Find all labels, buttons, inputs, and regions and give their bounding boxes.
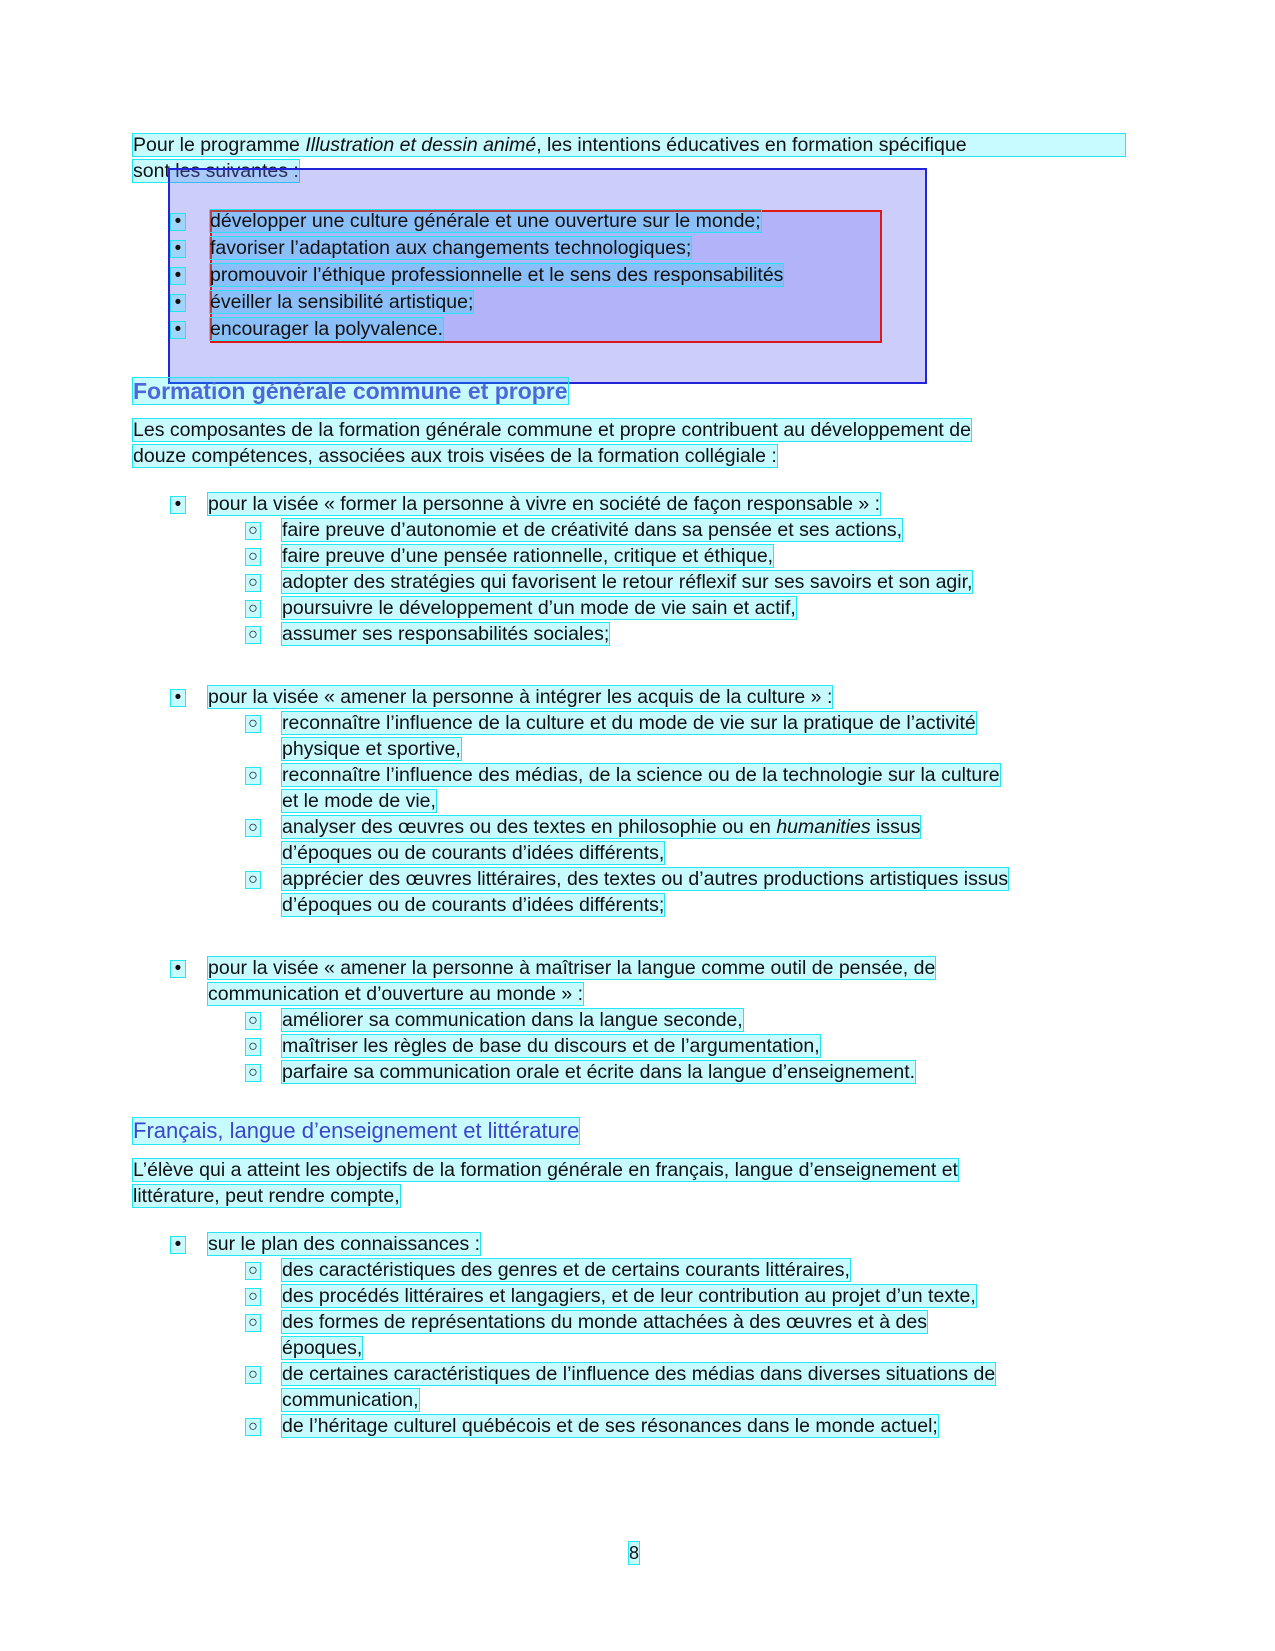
knowledge-item-cont: époques,	[282, 1337, 363, 1359]
bullet-icon: •	[171, 214, 185, 230]
visee-title: pour la visée « amener la personne à intégrer les acquis de la culture » :	[208, 686, 833, 708]
visee-item: assumer ses responsabilités sociales;	[282, 623, 610, 645]
visee-item: analyser des œuvres ou des textes en philosophie ou en humanities issus	[282, 816, 921, 838]
bullet-icon: •	[171, 497, 185, 513]
visee-item: poursuivre le développement d’un mode de vie sain et actif,	[282, 597, 796, 619]
sub-bullet-icon: ○	[246, 768, 260, 784]
page-number: 8	[629, 1543, 640, 1563]
visee-item: reconnaître l’influence des médias, de la science ou de la technologie sur la culture	[282, 764, 1000, 786]
bullet-icon: •	[171, 690, 185, 706]
intention-item: éveiller la sensibilité artistique;	[210, 291, 474, 313]
sub-bullet-icon: ○	[246, 872, 260, 888]
bullet-icon: •	[171, 295, 185, 311]
intro-line-2: sont les suivantes :	[133, 160, 299, 182]
sub-bullet-icon: ○	[246, 1263, 260, 1279]
subsection-heading: Français, langue d’enseignement et littérature	[133, 1118, 580, 1143]
visee-title-cont: communication et d’ouverture au monde » :	[208, 983, 584, 1005]
bullet-icon: •	[171, 322, 185, 338]
bullet-icon: •	[171, 268, 185, 284]
paragraph-line: Les composantes de la formation générale commune et propre contribuent au développement de	[133, 419, 971, 441]
visee-title: pour la visée « amener la personne à maîtriser la langue comme outil de pensée, de	[208, 957, 936, 979]
knowledge-item: des procédés littéraires et langagiers, et de leur contribution au projet d’un texte,	[282, 1285, 976, 1307]
knowledge-item: de l’héritage culturel québécois et de ses résonances dans le monde actuel;	[282, 1415, 938, 1437]
intention-item: encourager la polyvalence.	[210, 318, 444, 340]
visee-item: améliorer sa communication dans la langue seconde,	[282, 1009, 743, 1031]
sub-bullet-icon: ○	[246, 523, 260, 539]
sub-bullet-icon: ○	[246, 1367, 260, 1383]
sub-bullet-icon: ○	[246, 716, 260, 732]
visee-item: reconnaître l’influence de la culture et du mode de vie sur la pratique de l’activité	[282, 712, 976, 734]
knowledge-item: des formes de représentations du monde attachées à des œuvres et à des	[282, 1311, 927, 1333]
intention-item: développer une culture générale et une ouverture sur le monde;	[210, 210, 761, 232]
sub-bullet-icon: ○	[246, 627, 260, 643]
sub-bullet-icon: ○	[246, 820, 260, 836]
paragraph-line: douze compétences, associées aux trois visées de la formation collégiale :	[133, 445, 777, 467]
visee-item: adopter des stratégies qui favorisent le retour réflexif sur ses savoirs et son agir,	[282, 571, 973, 593]
paragraph-line: littérature, peut rendre compte,	[133, 1185, 400, 1207]
visee-item-cont: d’époques ou de courants d’idées différents,	[282, 842, 665, 864]
sub-bullet-icon: ○	[246, 1315, 260, 1331]
visee-item-cont: et le mode de vie,	[282, 790, 436, 812]
bullet-icon: •	[171, 961, 185, 977]
intro-line-1: Pour le programme Illustration et dessin animé, les intentions éducatives en formation spécifique	[133, 134, 1125, 156]
visee-item-cont: d’époques ou de courants d’idées différents;	[282, 894, 665, 916]
knowledge-item-cont: communication,	[282, 1389, 419, 1411]
visee-item: faire preuve d’une pensée rationnelle, critique et éthique,	[282, 545, 774, 567]
sub-bullet-icon: ○	[246, 1065, 260, 1081]
sub-bullet-icon: ○	[246, 575, 260, 591]
bullet-icon: •	[171, 241, 185, 257]
sub-bullet-icon: ○	[246, 549, 260, 565]
visee-item: maîtriser les règles de base du discours et de l’argumentation,	[282, 1035, 820, 1057]
visee-item: parfaire sa communication orale et écrite dans la langue d’enseignement.	[282, 1061, 916, 1083]
intention-item: promouvoir l’éthique professionnelle et le sens des responsabilités	[210, 264, 784, 286]
visee-item: apprécier des œuvres littéraires, des textes ou d’autres productions artistiques issus	[282, 868, 1009, 890]
sub-bullet-icon: ○	[246, 1289, 260, 1305]
visee-item: faire preuve d’autonomie et de créativité dans sa pensée et ses actions,	[282, 519, 903, 541]
visee-item-cont: physique et sportive,	[282, 738, 461, 760]
sub-bullet-icon: ○	[246, 1013, 260, 1029]
knowledge-item: des caractéristiques des genres et de certains courants littéraires,	[282, 1259, 850, 1281]
visee-title: pour la visée « former la personne à vivre en société de façon responsable » :	[208, 493, 881, 515]
sub-bullet-icon: ○	[246, 1419, 260, 1435]
bullet-icon: •	[171, 1237, 185, 1253]
paragraph-line: L’élève qui a atteint les objectifs de la formation générale en français, langue d’enseignement et	[133, 1159, 958, 1181]
sub-bullet-icon: ○	[246, 601, 260, 617]
section-heading: Formation générale commune et propre	[133, 378, 568, 404]
intention-item: favoriser l’adaptation aux changements technologiques;	[210, 237, 692, 259]
knowledge-item: de certaines caractéristiques de l’influence des médias dans diverses situations de	[282, 1363, 996, 1385]
knowledge-title: sur le plan des connaissances :	[208, 1233, 481, 1255]
sub-bullet-icon: ○	[246, 1039, 260, 1055]
